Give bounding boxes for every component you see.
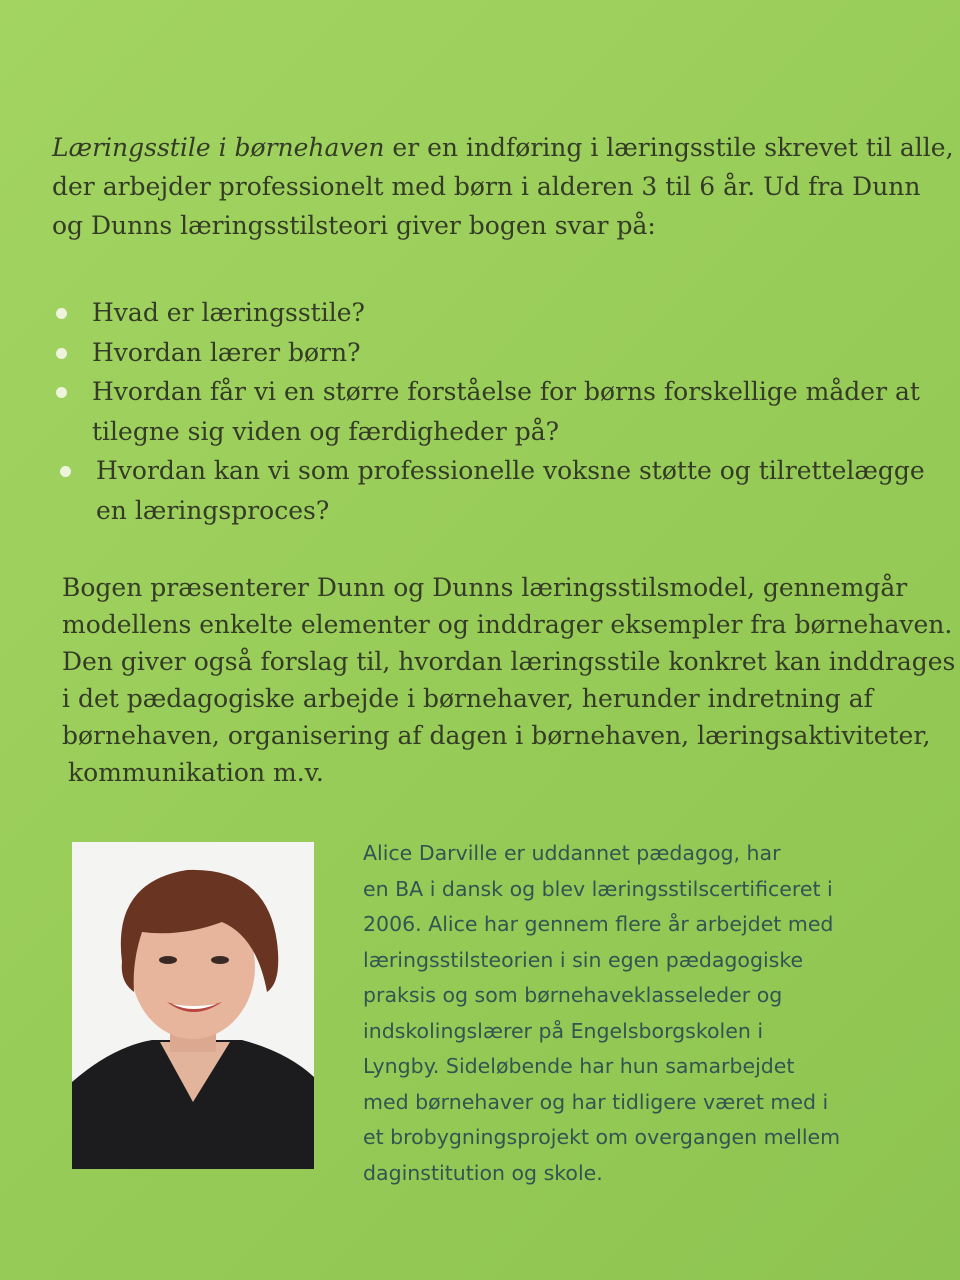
author-photo [72, 842, 314, 1169]
bullet-icon [56, 308, 67, 319]
bullet-icon [60, 466, 71, 477]
intro-paragraph [52, 128, 954, 245]
intro-line: der arbejder professionelt med børn i alderen 3 til 6 år. Ud fra Dunn [52, 172, 921, 201]
question-list [56, 293, 925, 530]
list-item: Hvordan kan vi som professionelle voksne støtte og tilrettelægge en læringsproces? [60, 451, 925, 530]
author-portrait-image [72, 842, 314, 1169]
intro-line: og Dunns læringsstilsteori giver bogen svar på: [52, 211, 656, 240]
book-title: Læringsstile i børnehaven [52, 133, 385, 162]
intro-line: Læringsstile i børnehaven er en indføring i læringsstile skrevet til alle, [52, 133, 954, 162]
list-item: Hvad er læringsstile? [56, 293, 921, 333]
bullet-icon [56, 348, 67, 359]
list-item: Hvordan lærer børn? [56, 333, 921, 373]
description-paragraph: Bogen præsenterer Dunn og Dunns læringsstilsmodel, gennemgår modellens enkelte elementer og inddrager eksempler fra børnehaven. Den giver også forslag til, hvordan læringsstile konkret kan inddrages i det pædagogiske arbejde i børnehaver, herunder indretning af børnehaven, organisering af dagen i børnehaven, læringsaktiviteter, kommunikation m.v. [62, 573, 956, 787]
bullet-icon [56, 387, 67, 398]
list-item: Hvordan får vi en større forståelse for børns forskellige måder at tilegne sig viden og færdigheder på? [56, 372, 921, 451]
author-bio: Alice Darville er uddannet pædagog, har en BA i dansk og blev læringsstilscertificeret i 2006. Alice har gennem flere år arbejdet med læringsstilsteorien i sin egen pædagogiske praksis og som børnehaveklasseleder og indskolingslærer på Engelsborgskolen i Lyngby. Sideløbende har hun samarbejdet med børnehaver og har tidligere været med i et brobygningsprojekt om overgangen mellem daginstitution og skole. [363, 841, 841, 1185]
